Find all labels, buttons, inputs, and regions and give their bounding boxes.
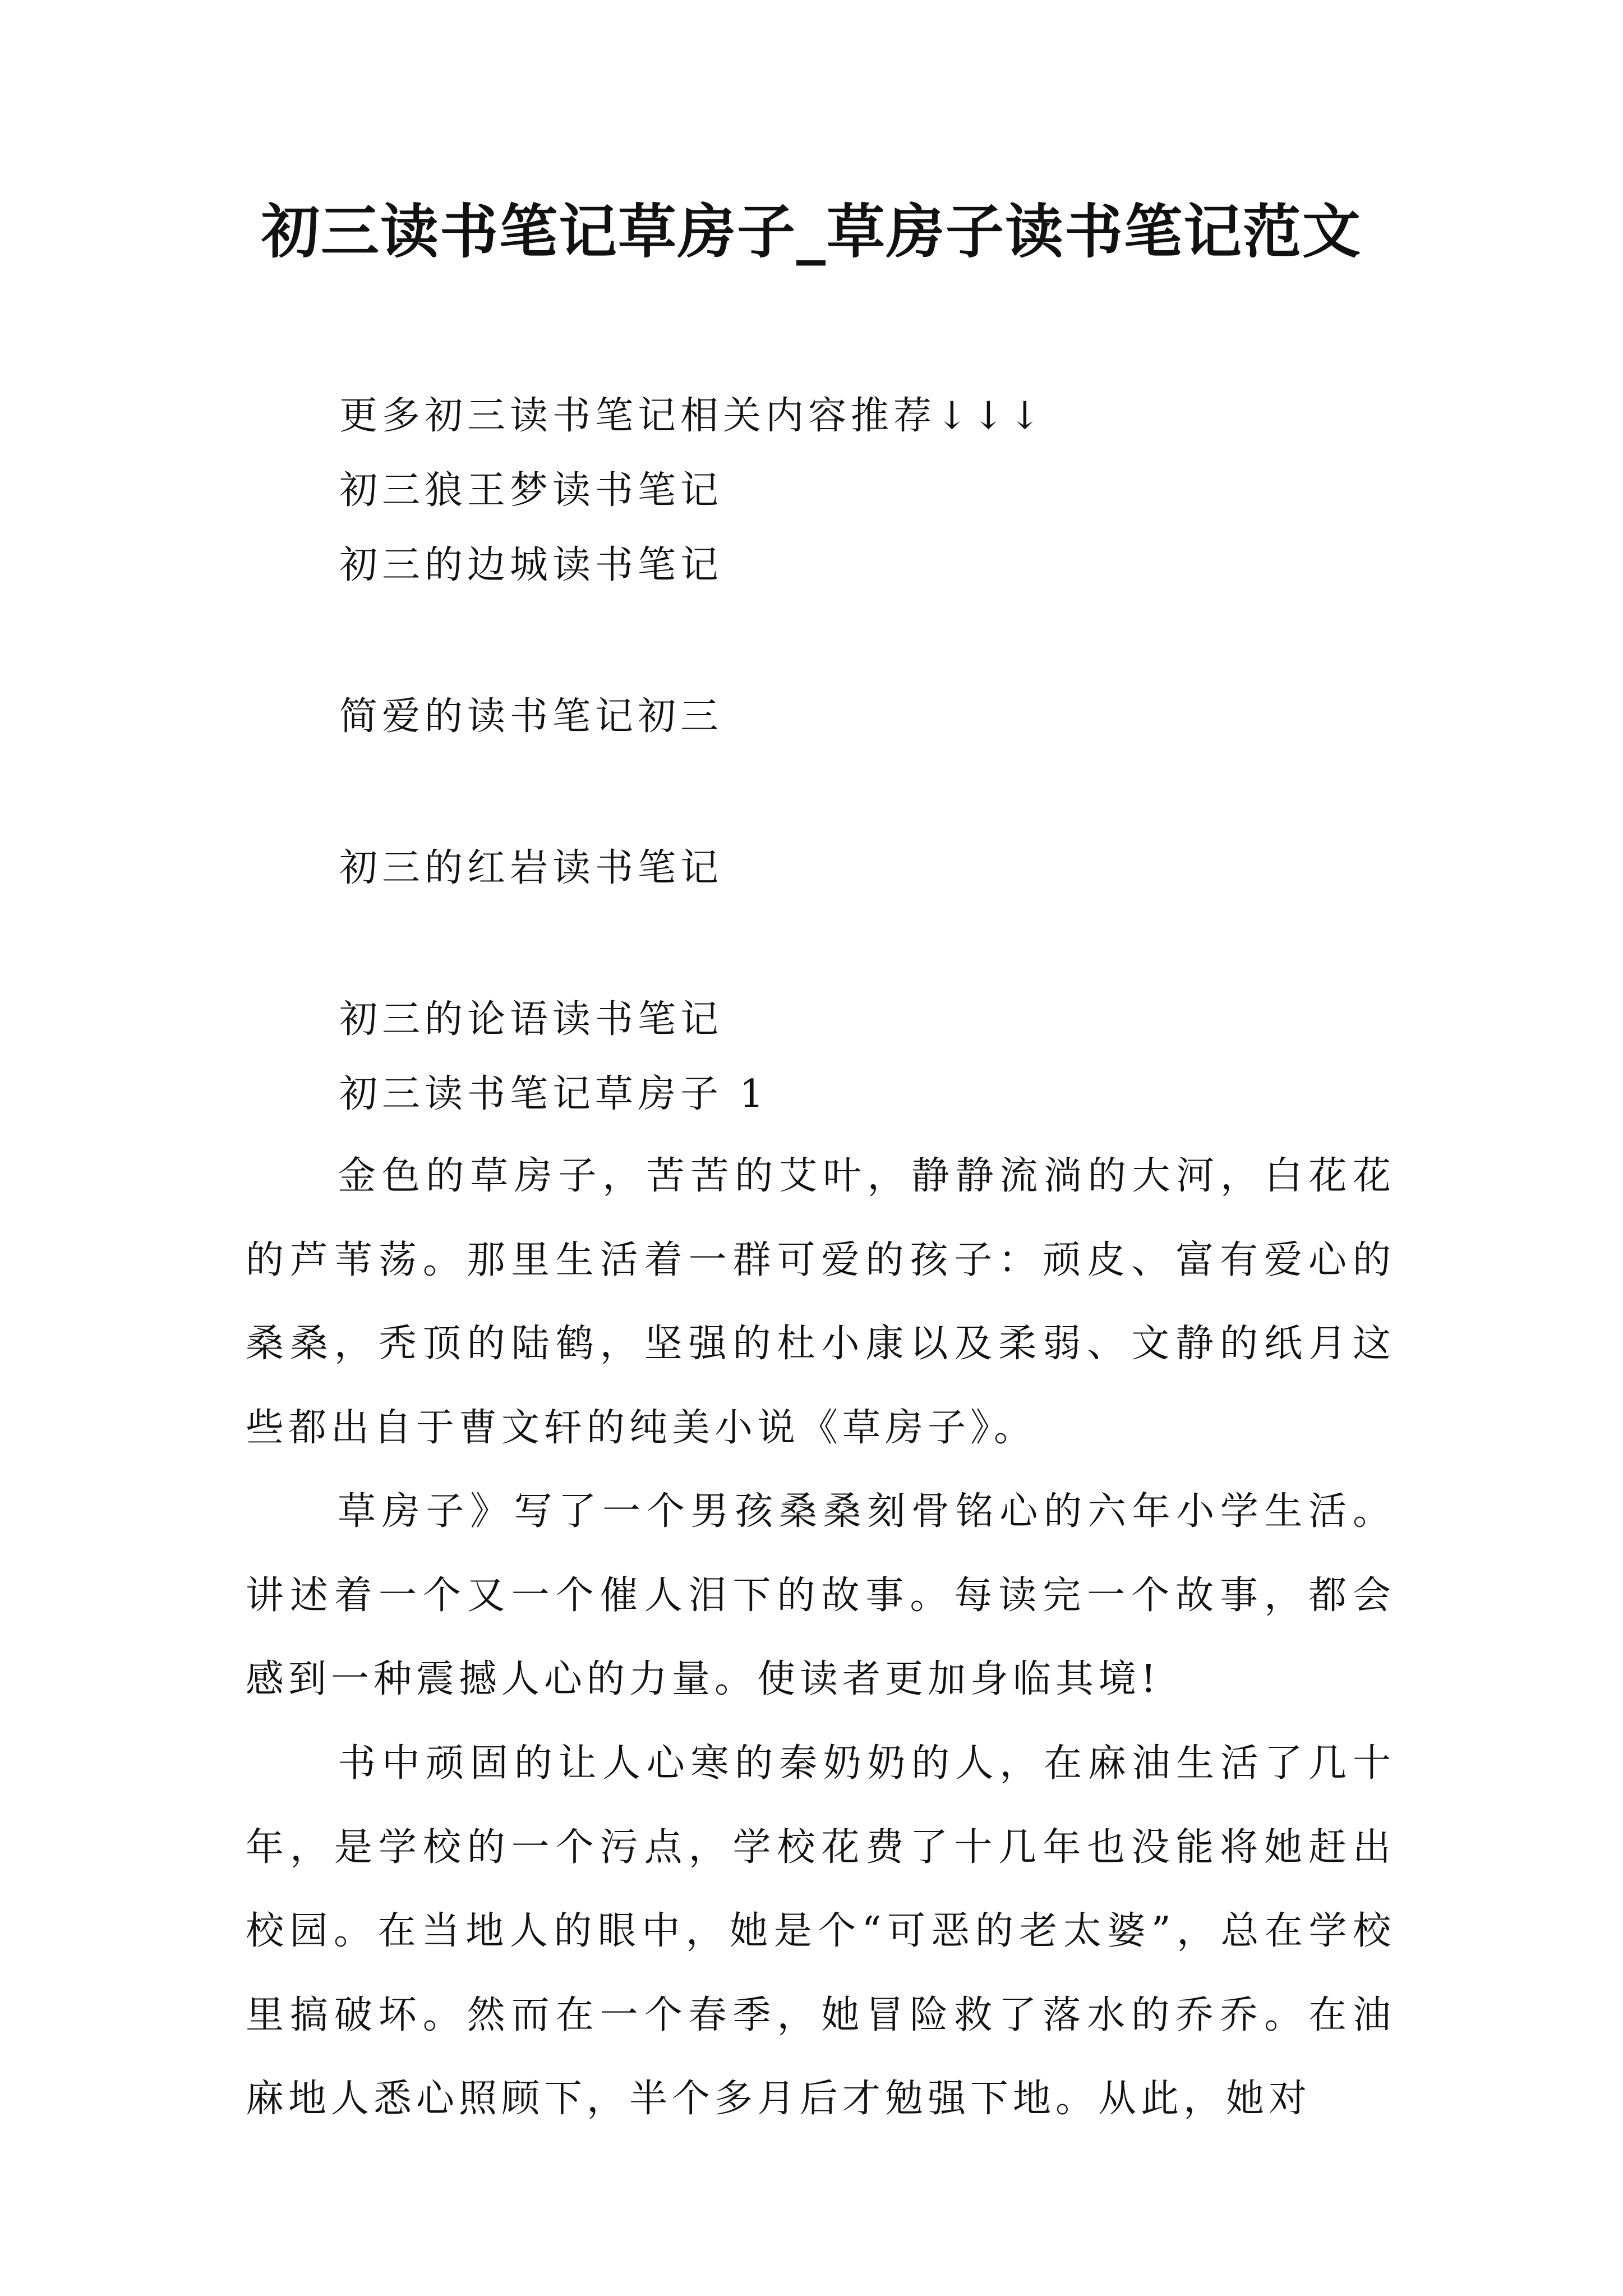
body-paragraph: 草房子》写了一个男孩桑桑刻骨铭心的六年小学生活。讲述着一个又一个催人泪下的故事。每读完一个故事，都会感到一种震撼人心的力量。使读者更加身临其境! <box>246 1489 1395 1701</box>
related-link[interactable]: 初三狼王梦读书笔记 <box>339 468 723 513</box>
recommend-heading: 更多初三读书笔记相关内容推荐↓↓↓ <box>339 394 1045 438</box>
body-paragraph: 金色的草房子，苦苦的艾叶，静静流淌的大河，白花花的芦苇荡。那里生活着一群可爱的孩子：顽皮、富有爱心的桑桑，秃顶的陆鹤，坚强的杜小康以及柔弱、文静的纸月这些都出自于曹文轩的纯美小说《草房子》。 <box>246 1154 1395 1450</box>
related-link[interactable]: 简爱的读书笔记初三 <box>339 694 723 739</box>
related-link[interactable]: 初三的红岩读书笔记 <box>339 846 723 890</box>
document-title: 初三读书笔记草房子_草房子读书笔记范文 <box>261 197 1362 266</box>
section-heading: 初三读书笔记草房子 1 <box>339 1072 768 1116</box>
related-link[interactable]: 初三的边城读书笔记 <box>339 543 723 587</box>
related-link[interactable]: 初三的论语读书笔记 <box>339 997 723 1042</box>
body-paragraph: 书中顽固的让人心寒的秦奶奶的人，在麻油生活了几十年，是学校的一个污点，学校花费了十几年也没能将她赶出校园。在当地人的眼中，她是个“可恶的老太婆”，总在学校里搞破坏。然而在一个春季，她冒险救了落水的乔乔。在油麻地人悉心照顾下，半个多月后才勉强下地。从此，她对 <box>246 1741 1395 2121</box>
